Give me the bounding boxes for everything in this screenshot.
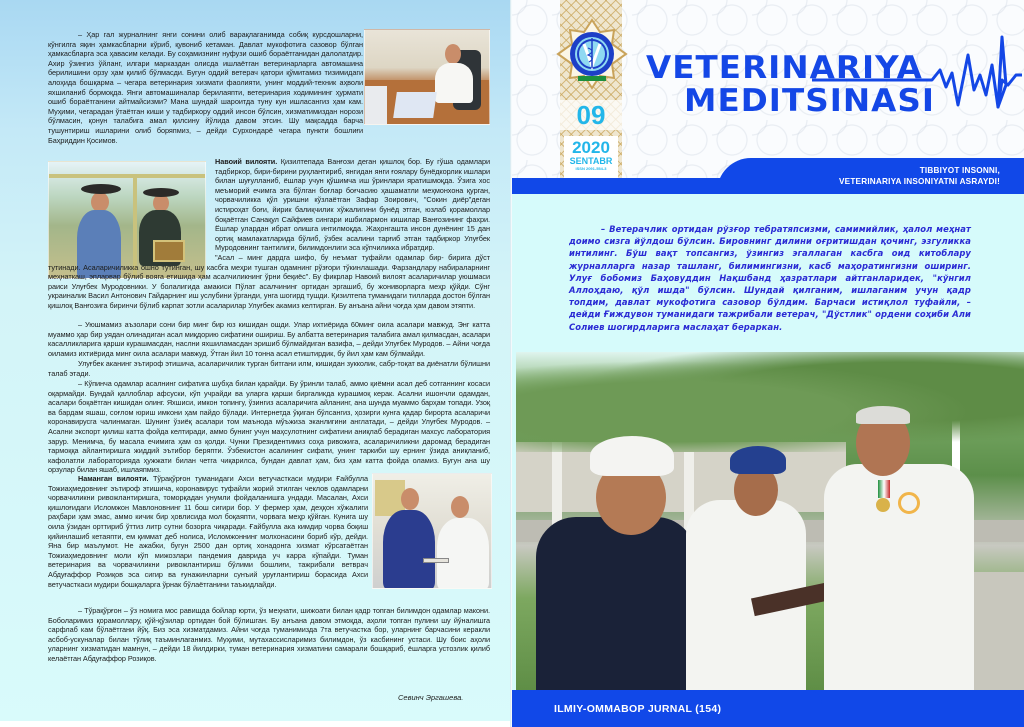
medal-icon [876,498,890,512]
tree-foliage [516,352,1024,452]
article-section-navoi [215,157,490,253]
person-blue-sweater [383,510,435,589]
slogan-line1: TIBBIYOT INSONNI, [919,166,1000,175]
paragraph-text: Қизилтепада Ванғози деган қишлоқ бор. Бу гўша одамлари тадбиркор, бири-бирини руҳлантириб, янгидан янги ғоялару бунёдкорлик ишлари билан шуғулланиб, ёшлар учун қўшимча иш ўринлари яратишмоқда. Ўзига хос меъморий ечимга эга бўлган боғлар боғчасию ҳашаматли меҳмонхона қурган, чорвачиликка қўл уришни кўзлаётган Зафар Зоирович, "Сокин диёр"деган истироҳат боғи, йирик балиқчилик хўжалигини бунёд этган, юзлаб қорамоллар боқаётган Санақул Сайфиев сингари ишбилармон кишилар Ванғозининг фахри. Ёшлар улардан ибрат олишга интилмоқда. Жаҳонгашта инсон дунёнинг 15 дан ортиқ мамлакатларида бўлиб, ўзбек асалини тарғиб этган тадбиркор Улуғбек Муродовнинг тантилиги, билимдонлиги эса кўпчиликка ибратдир. [215,157,491,253]
booklet-shape [423,558,449,563]
article-paragraph-quality [48,379,490,475]
photo-clinic [372,473,492,589]
person-head [401,488,419,510]
issue-date-box [564,136,618,178]
coat-emblem-icon [898,492,920,514]
section-heading-navoi: Навоий вилояти. [215,157,278,166]
veterinary-emblem-icon [556,18,628,90]
article-paragraph-union [48,320,490,358]
article-paragraph-acknowledgement [48,359,490,378]
paragraph-text: Тўрақўрғон туманидаги Ахси ветучасткаси мудири Ғайбулла Тожиаҳмедовнинг эътироф этишича, коронавирус туфайли жорий этилган чеклов одамларни чорвачиликни ривожлантиришга, томорқадан унумли фойдаланишга ундади. Масалан, Ахси қишлоғидаги Исломжон Мавлоновнинг 11 бош сигири бор. У фермер ҳам, деҳқон хўжалиги раҳбари ҳам эмас, аммо кичик бир ҳовлисида мол боқаяпти, чорвага меҳр қўйган. Кунига шу оила ўзидан орттириб ўттиз литр сутни бозорга чиқаради. Ғайбулла ака кимдир чорва боқиш қийинлашиб кетаяпти, ем қиммат деб нолиса, Исломжоннинг молхонасини бориб кўр, дейди. Яна бир маълумот. Не ажабки, бугун 2500 дан ортиқ хонадонга хизмат кўрсатаётган Тожиаҳмедовнинг моли кўп мижозлари пандемия даврида уч карра кўпайди. Туман ветеринария ва чорвачиликни ривожлантириш бўлими бошлиғи, тажрибали ветврач Абдуғаффор Розиқов эса сигир ва ғунажинларни сунъий уруғлантириш борасида Ахси ветучасткаси мудири бошқаларга ўрнак бўлаётганини таъкидлайди. [48,474,369,589]
frame-bar [49,174,206,178]
paragraph-text: – Уюшмамиз аъзолари сони бир минг бир юз кишидан ошди. Улар ихтиёрида 60минг оила асалари мавжуд. Энг катта муаммо ҳар бир уядан олинадиган асал миқдорию сифатини ошириш. Бу албатта ветеринария талабига амал қилмасдан, асалари касалликларига қарши курашмасдан, наслни яхшиламасдан эришиб бўлмайдиган вазифа, – дейди Улуғбек Муродов. – Айни чоғда оиламиз ихтиёрида минг оила асалари мавжуд. Ўтган йил 10 тонна асал етиштирдик, бу йил ҳам кам бўлмайди. [48,320,490,358]
person-shirt [435,63,473,103]
paragraph-text: "Асал – минг дардга шифо, бу неъмат туфайли одамлар бир- бирига дўст тутинади. Асаларичиликка ошно тутинган, шу касбга меҳри тушган одамнинг рўзғори тўкинлашади. Фарзандлару набираларнинг меҳнаткаш, эпларвар бўлиб вояга етишида ҳам асалчиликнинг ўрни беқиёс". Бу фикрлар Навоий вилоят асаларичилар уюшмаси раиси Улуғбек Муродовники. У болалигида амакиси Пўлат асалчининг ортидан эргашиб, бу жониворларга меҳр қўйди. Сўнг украиналик Васил Антонович Гайдарнинг иш услубини ўрганди, унга шогирд тушди. Қизилтепа туманидаги тилларда достон бўлган қишлоқ Ванғозига биринчи бўлиб карпат зотли асаларилар Улуғбек акамиз келтирган. Бу анъана айни чоғда ҳам давом этяпти. [48,253,491,310]
person-head [445,44,461,64]
slogan [839,165,1000,187]
article-paragraph-asal [48,253,490,311]
section-heading-namangan: Наманган вилояти. [78,474,149,483]
issue-month: SENTABR [569,156,613,166]
featured-quote [569,223,971,333]
author-signature: Севинч Эргашева. [398,693,464,702]
medal-ribbon-icon [878,480,890,498]
hat-icon [81,184,121,194]
paragraph-text: – Тўрақўрғон – ўз номига мос равишда бойлар юрти, ўз меҳнати, шижоати билан қадр топган билимдон одамлар макони. Боболаримиз қорамоллару, қўй-қўзилар ортидан бой бўлишган. Бу анъана давом этмоқда, аҳоли топган пулини шу йўналишга сарфлаб кам бўлаётгани йўқ. Биз эса хизматдамиз. Айни чоғда туманимизда 7та ветучастка бор, уларнинг барчасини керакли асбоб-ускуналар билан тўлиқ таъминлаганмиз. Муҳими, мутахассисларимиз билимдон, ўз касбининг устаси. Шу боис аҳоли уларнинг хизматидан мамнун, – дейди 18 йилдирки, туман ветеринария хизматини самарали бошқариб, ёшларга устозлик қилиб келаётган Абдуғаффор Розиқов. [48,606,490,663]
slogan-line2: VETERINARIYA INSONIYATNI ASRAYDI! [839,177,1000,186]
journal-title-line2: MEDITSINASI [684,83,936,119]
white-cap [590,436,674,476]
right-page-cover [512,0,1024,727]
person-head [451,496,469,518]
stack-of-papers [365,86,387,125]
quote-text: – Ветерачлик ортидан рўзғор тебратяпсизми, самимийлик, ҳалол меҳнат доимо сизга йўлдош бўлсин. Бировнинг дилини оғритишдан қочинг, эзгуликка интилинг. Бўш вақт топсангиз, ўзингиз эгаллаган касбга оид китоблару журналларга назар ташланг, билимингизни, касб маҳоратингизни оширинг. Улуғ бобомиз Баҳовуддин Нақшбанд ҳазратлари айтганларидек, "кўнгил Аллоҳдаю, қўл ишда" бўлсин. Шундай қилганим, ишлаганим учун қадр топдим, давлат мукофотига сазовор бўлдим. Барчаси истиқлол туфайли, – дейди Ғиждувон туманидаги тажрибали ветерач, "Дўстлик" ордени соҳиби Али Солиев шогирдларига маслаҳат бераркан. [569,224,971,332]
page-edge [0,721,512,727]
paragraph-text: Улуғбек аканинг эътироф этишича, асаларичилик турган битгани илм, кишидан зукколик, сабр-тоқат ва диёнатли бўлишни талаб этади. [48,359,490,378]
blue-cap [730,446,786,474]
background-wall [516,442,846,512]
article-section-namangan [48,474,368,589]
gray-hair [856,406,910,424]
article-paragraph-intro [48,30,363,145]
heartbeat-line-icon [812,35,1022,115]
issue-number: 09 [560,100,622,130]
journal-title-line1: VETERINARIYA [646,50,923,86]
hat-icon [143,188,179,197]
footer-tab [512,690,822,704]
issn-label: ISSN 2091-554-3 [575,166,607,171]
photo-office-desk [364,29,490,125]
journal-type-label: ILMIY-OMMABOP JURNAL (154) [554,703,722,715]
article-paragraph-turakurgon [48,606,490,664]
person-dark-jacket [536,517,696,704]
magazine-shape [393,92,437,118]
paragraph-text: – Ҳар гал журналнинг янги сонини олиб варақлаганимда собиқ курсдошларни, кўнгилга яқин ҳамкасбларни кўриб, қувониб кетаман. Давлат мукофотига сазовор бўлган ҳамкасбларга эса ҳавасим келади. Бу соҳамизнинг нуфузи ошиб бораётганидан далолатдир. Ахир ўзингиз ўйланг, илгари марказдан олисда ишлаётган ветеринарларга автомашина берилишини орзу ҳам қилиб бўлмасди. Бугун оддий ветерач қатори қўмитамиз тизимидаги алоҳида бошқарма – чегара ветеринария хизмати фаолияти, унинг моддий-техник аҳволи яхшиланиб бормоқда. Янги автомашиналар берилаяпти, ветеринария ходимининг ҳурмати ошиб бораётганини айтмайсизми? Мана шундай шароитда туну кун ишласангиз ҳам кам. Муҳими, чегарадан ўтаётган киши у тадбиркору оддий инсон бўлсин, хизматимиздан норози бўлмасин, қонун талабига амал қилсину йўлида давом этсин. Шу мақсадда барча тушунтириш ишларини олиб боряпмиз, – дейди Сурхондарё чегара пункти бошлиғи Баҳриддин Қосимов. [48,30,363,145]
main-cover-photo [516,352,1024,704]
person-head [91,192,109,212]
issue-year: 2020 [572,138,610,157]
person-white-coat [437,518,489,589]
paragraph-text: – Кўпинча одамлар асалнинг сифатига шубҳа билан қарайди. Бу ўринли талаб, аммо қиёмни асал деб сотганнинг косаси оқармайди. Бундай қаллоблар афсуски, кўп учрайди ва уларга қарши биргаликда курашмоқ керак. Асални ишончли одамдан, асалари боқаётган кишидан олинг. Яхшиси, имкон топингу, ўзингиз асаларичига айланинг, ана шунда муаммо барҳам топади. Узоқ ва бардам яшаш, соғлом юриш имкони ҳам пайдо бўлади. Интернетда ўқиган бўлсангиз, ҳозирги кунга қадар бирорта асаларичи коронавирусга чалинмаган. Шунинг ўзиёқ асалари том маънода мўъжиза эканлигини англатади, – дейди Улуғбек Муродов. – Асални экспорт қилиш катта фойда келтиради, аммо бунинг учун маҳсулотнинг сифатини аниқлаб берадиган махсус лаборатория зарур. Менимча, бу масала ечимига ҳам оз қолди. Чунки Президентимиз соҳа ривожига, асаларичиликни даромад берадиган тармоққа айлантиришга жиддий эътибор беряпти. Ўзбекистон асалининг сифати, унинг таркиби шу ернинг ўзида аниқланиб, кафолатли лабораторияда ҳужжати билан четга чиқарилса, бундан давлат ҳам, биз ҳам катта фойда оламиз. Бугун ана шу орзулар билан яшаб, ишлаяпмиз. [48,379,490,475]
